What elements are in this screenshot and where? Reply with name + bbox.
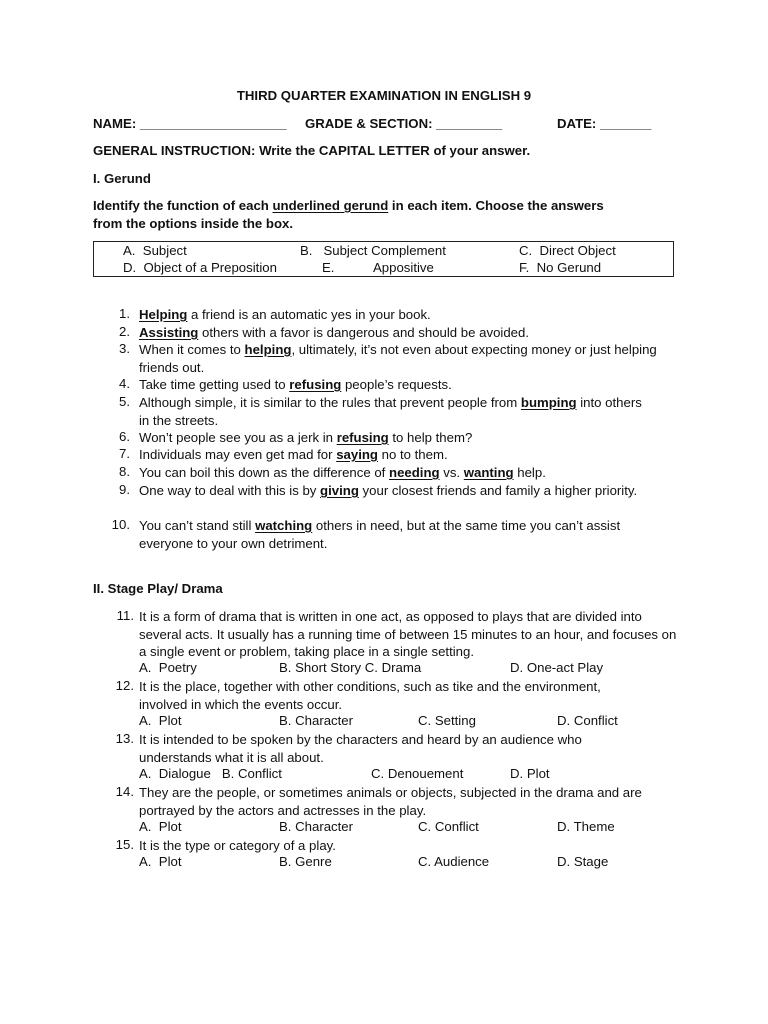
item-number: 8. xyxy=(119,464,130,479)
option-a: A. Subject xyxy=(123,243,187,258)
date-line xyxy=(557,116,651,131)
gerund: wanting xyxy=(463,465,514,480)
item-text: It is intended to be spoken by the characters and heard by an audience who understands what it is all about. xyxy=(139,732,582,765)
choice-c: C. Audience xyxy=(418,854,490,869)
gerund: giving xyxy=(320,483,359,498)
item-text: Won’t people see you as a jerk in refusing to help them? xyxy=(139,430,473,445)
item-text: It is a form of drama that is written in one act, as opposed to plays that are divided into several acts. It usually has a running time of between 15 minutes to an hour, and focuses on a single event or problem, taking place in a single setting. xyxy=(139,609,677,660)
date-label: DATE: xyxy=(557,116,597,131)
item-text: Individuals may even get mad for saying no to them. xyxy=(139,447,448,462)
item-text: One way to deal with this is by giving your closest friends and family a higher priority. xyxy=(139,483,638,498)
option-e: E. xyxy=(322,260,335,275)
choice-d: D. Theme xyxy=(557,819,615,834)
grade-line xyxy=(305,116,502,131)
item-text: They are the people, or sometimes animals or objects, subjected in the drama and are portrayed by the actors and actresses in the play. xyxy=(139,785,642,818)
item-text: Although simple, it is similar to the rules that prevent people from bumping into others in the streets. xyxy=(139,395,642,428)
choice-b: B. Genre xyxy=(279,854,332,869)
grade-section-label: GRADE & SECTION: xyxy=(305,116,433,131)
name-blank: ____________________ xyxy=(139,116,287,131)
choice-d: D. Conflict xyxy=(557,713,618,728)
choice-b: B. Short Story C. Drama xyxy=(279,660,422,675)
option-c: C. Direct Object xyxy=(519,243,616,258)
choice-d: D. Stage xyxy=(557,854,609,869)
option-f: F. No Gerund xyxy=(519,260,602,275)
item-number: 14. xyxy=(115,784,134,799)
name-line xyxy=(93,116,287,131)
part1-heading: I. Gerund xyxy=(93,171,151,186)
general-instruction: GENERAL INSTRUCTION: Write the CAPITAL LETTER of your answer. xyxy=(93,143,531,158)
item-text: It is the type or category of a play. xyxy=(139,838,336,853)
choice-a: A. Plot xyxy=(139,713,182,728)
option-d: D. Object of a Preposition xyxy=(123,260,277,275)
gerund: saying xyxy=(336,447,378,462)
item-number: 9. xyxy=(119,482,130,497)
gerund: Helping xyxy=(139,307,188,322)
part1-instruction xyxy=(93,197,604,232)
date-blank: _______ xyxy=(599,116,652,131)
item-text: Assisting others with a favor is dangerous and should be avoided. xyxy=(139,325,529,340)
choice-c: C. Setting xyxy=(418,713,476,728)
choice-a: A. Poetry xyxy=(139,660,197,675)
item-number: 5. xyxy=(119,394,130,409)
option-b: B. Subject Complement xyxy=(300,243,446,258)
options-box xyxy=(93,241,674,277)
gerund: watching xyxy=(255,518,313,533)
choice-b: B. Character xyxy=(279,713,354,728)
choice-d: D. Plot xyxy=(510,766,550,781)
exam-title: THIRD QUARTER EXAMINATION IN ENGLISH 9 xyxy=(236,88,532,103)
item-number: 6. xyxy=(119,429,130,444)
choice-b: B. Character xyxy=(279,819,354,834)
gerund: bumping xyxy=(520,395,577,410)
gerund: needing xyxy=(389,465,440,480)
choice-c: C. Denouement xyxy=(371,766,464,781)
item-text: You can boil this down as the difference of needing vs. wanting help. xyxy=(139,465,546,480)
option-e-text: Appositive xyxy=(373,260,434,275)
item-number: 2. xyxy=(119,324,130,339)
item-number: 3. xyxy=(119,341,130,356)
item-text: When it comes to helping, ultimately, it’s not even about expecting money or just helping friends out. xyxy=(139,342,657,375)
item-text: Helping a friend is an automatic yes in your book. xyxy=(139,307,431,322)
item-number: 12. xyxy=(115,678,134,693)
grade-section-blank: _________ xyxy=(436,116,503,131)
item-number: 11. xyxy=(116,608,134,623)
gerund: refusing xyxy=(336,430,389,445)
item-text: Take time getting used to refusing people’s requests. xyxy=(139,377,452,392)
choice-a: A. Dialogue B. Conflict xyxy=(139,766,282,781)
instruction-text: from the options inside the box. xyxy=(93,215,294,231)
item-text: It is the place, together with other conditions, such as tike and the environment, involved in which the events occur. xyxy=(139,679,601,712)
gerund: Assisting xyxy=(139,325,199,340)
instruction-underlined: underlined gerund xyxy=(272,198,389,213)
item-number: 15. xyxy=(115,837,134,852)
item-number: 4. xyxy=(119,376,130,391)
instruction-text: Identify the function of each xyxy=(93,198,273,213)
item-number: 10. xyxy=(111,517,130,532)
gerund: helping xyxy=(244,342,292,357)
gerund: refusing xyxy=(289,377,342,392)
item-number: 13. xyxy=(115,731,134,746)
item-number: 7. xyxy=(119,446,130,461)
choice-c: C. Conflict xyxy=(418,819,479,834)
instruction-text: in each item. Choose the answers xyxy=(388,198,604,213)
name-label: NAME: xyxy=(93,116,137,131)
part2-heading: II. Stage Play/ Drama xyxy=(93,581,223,596)
item-number: 1. xyxy=(119,306,130,321)
choice-a: A. Plot xyxy=(139,819,182,834)
choice-d: D. One-act Play xyxy=(510,660,604,675)
item-text: You can’t stand still watching others in need, but at the same time you can’t assist everyone to your own detriment. xyxy=(139,518,621,551)
choice-a: A. Plot xyxy=(139,854,182,869)
